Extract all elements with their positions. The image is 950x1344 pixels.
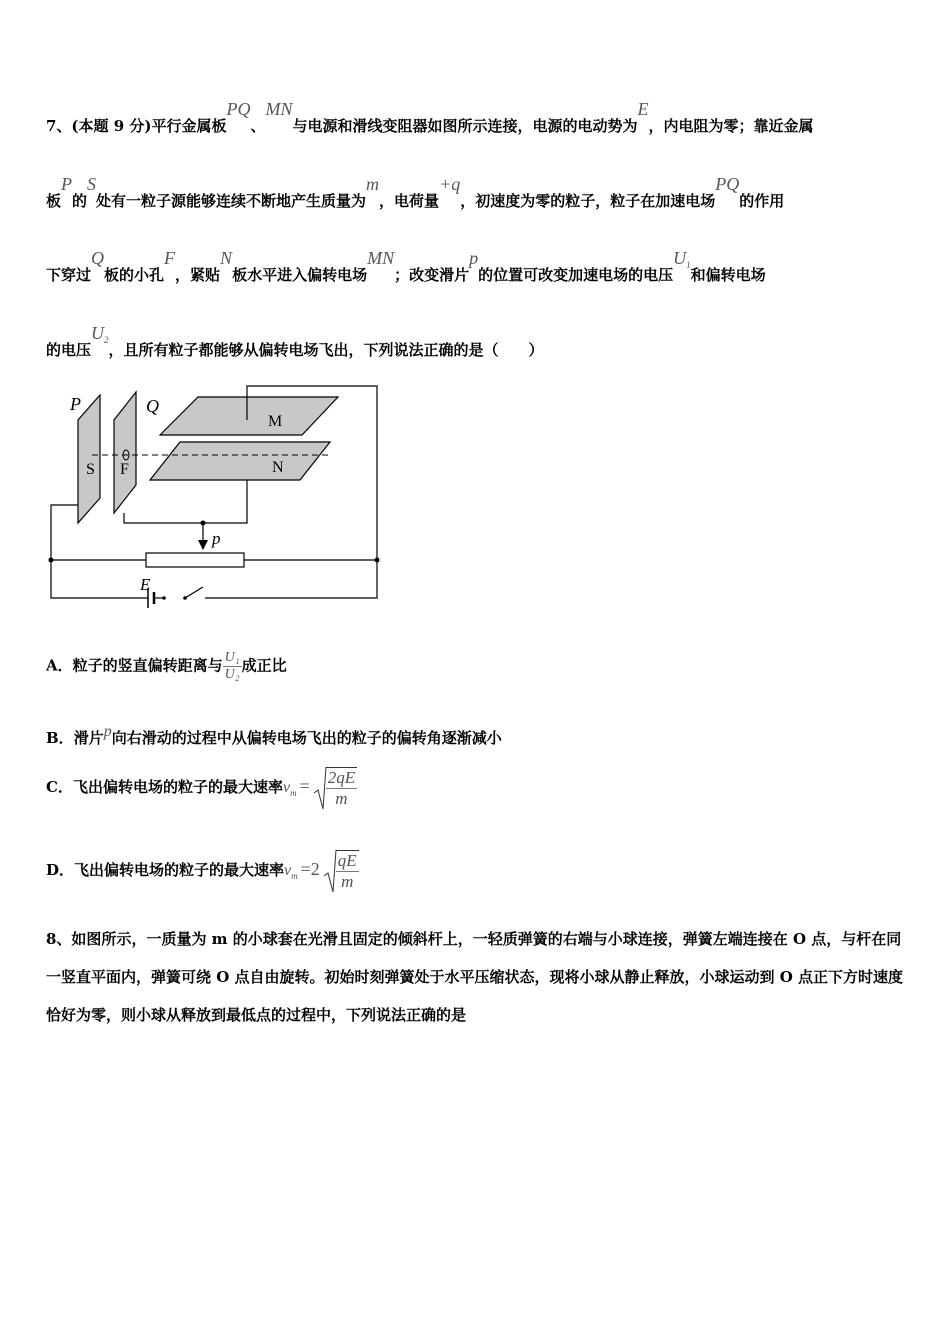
option-c[interactable]: [46, 765, 357, 811]
option-text: 向右滑动的过程中从偏转电场飞出的粒子的偏转角逐渐减小: [111, 729, 502, 747]
math-p: p: [103, 723, 112, 740]
option-text: 成正比: [241, 656, 287, 675]
plate-n: [150, 442, 330, 480]
math-eq: =2: [300, 859, 320, 879]
label-f: F: [120, 461, 129, 478]
frac-num: 2qE: [327, 768, 356, 787]
frac-den: m: [335, 789, 348, 808]
math-eq: =: [299, 776, 310, 796]
q7-text: 的电压: [46, 341, 92, 359]
q7-text: 板: [46, 192, 62, 210]
math-e: E: [637, 99, 649, 119]
math-u: U: [91, 323, 105, 343]
option-d[interactable]: [46, 848, 359, 894]
math-u2: [91, 323, 109, 343]
label-q: Q: [146, 396, 159, 416]
math-q-plate: Q: [91, 248, 105, 268]
math-p: P: [61, 174, 73, 194]
junction-dot: [49, 558, 54, 563]
label-n: N: [272, 459, 284, 476]
math-m: m: [366, 174, 380, 194]
option-a[interactable]: [46, 650, 287, 683]
sqrt-expression: [313, 765, 357, 811]
frac-den: m: [341, 872, 354, 891]
frac-num: U₁: [224, 650, 240, 665]
wire-p-left: [51, 505, 78, 560]
label-s: S: [86, 461, 95, 478]
sqrt-radical-icon: [313, 765, 327, 811]
wire-n-to-slider: [124, 480, 247, 523]
q7-line-4: [46, 323, 544, 360]
q7-text: ；改变滑片: [394, 266, 470, 284]
option-label: C．: [46, 778, 73, 796]
rheostat: [146, 553, 244, 567]
math-n: N: [220, 248, 233, 268]
switch-lever: [185, 587, 203, 598]
math-q: +q: [439, 174, 461, 194]
q7-text: 板的小孔: [104, 266, 165, 284]
q7-text: 的位置可改变加速电场的电压: [478, 266, 674, 284]
frac-num: qE: [337, 851, 357, 870]
math-vm: [283, 779, 297, 796]
fraction-u1-u2: [223, 650, 242, 683]
q7-text: ，初速度为零的粒子，粒子在加速电场: [460, 192, 716, 210]
q7-text: 的: [72, 192, 88, 210]
plate-p: [78, 395, 100, 523]
option-b[interactable]: [46, 723, 502, 748]
q7-text: 、: [250, 117, 266, 135]
q8-text: 8、如图所示，一质量为 m 的小球套在光滑且固定的倾斜杆上，一轻质弹簧的右端与小球连接，弹簧左端连接在 O 点，与杆在同一竖直平面内，弹簧可绕 O 点自由旋转。初始时刻弹簧处于水平压缩状态，现将小球从静止释放，小球运动到 O 点正下方时速度恰好为零，则小球从释放到最低点的过程中，下列说法正确的是: [46, 930, 904, 1024]
math-sub: 1: [686, 260, 691, 270]
junction-dot: [201, 521, 206, 526]
math-v: v: [282, 779, 291, 796]
sqrt-expression: [323, 848, 359, 894]
sqrt-fraction: [326, 767, 357, 809]
math-mn: MN: [367, 248, 395, 268]
sqrt-fraction: [336, 850, 359, 892]
q7-text: ，内电阻为零；靠近金属: [648, 117, 814, 135]
q7-line-3: [46, 248, 766, 285]
option-text: 飞出偏转电场的粒子的最大速率: [72, 778, 283, 796]
math-pq: PQ: [715, 174, 740, 194]
option-text: 粒子的竖直偏转距离与: [72, 656, 223, 675]
math-sub: 2: [104, 335, 109, 345]
label-p: P: [70, 394, 81, 414]
option-label: B．: [46, 729, 74, 747]
math-v: v: [284, 862, 292, 879]
q7-text: 下穿过: [46, 266, 92, 284]
q7-text: 板水平进入偏转电场: [232, 266, 368, 284]
math-pq: PQ: [226, 99, 251, 119]
math-s: S: [87, 174, 97, 194]
math-vm: [284, 862, 298, 879]
math-sub: m: [291, 871, 298, 881]
math-f: F: [164, 248, 176, 268]
option-text: 滑片: [73, 729, 104, 747]
label-m: M: [268, 413, 283, 430]
wire-bottom-left: [51, 560, 148, 598]
math-mn: MN: [265, 99, 293, 119]
math-sub: m: [290, 788, 297, 798]
circuit-figure: [40, 380, 390, 610]
q7-line-1: [46, 99, 814, 136]
option-label: A．: [46, 656, 73, 675]
option-label: D．: [46, 861, 75, 879]
q7-text: 7、(本题 9 分)平行金属板: [46, 117, 227, 135]
plate-q: [114, 392, 136, 513]
q7-text: ，电荷量: [379, 192, 440, 210]
q7-text: 的作用: [739, 192, 785, 210]
sqrt-radical-icon: [323, 848, 337, 894]
math-u1: [673, 248, 691, 268]
option-text: 飞出偏转电场的粒子的最大速率: [74, 861, 285, 879]
math-u: U: [673, 248, 687, 268]
frac-den: U₂: [224, 667, 240, 682]
q7-line-2: [46, 174, 785, 211]
q7-text: ，紧贴: [175, 266, 221, 284]
plate-m: [160, 397, 338, 435]
label-slider-p: p: [212, 529, 221, 548]
q7-text: 处有一粒子源能够连续不断地产生质量为: [96, 192, 367, 210]
junction-dot: [375, 558, 380, 563]
math-p-slider: p: [469, 248, 479, 268]
q7-text: 与电源和滑线变阻器如图所示连接，电源的电动势为: [292, 117, 638, 135]
label-e: E: [140, 575, 151, 594]
q7-text: ，且所有粒子都能够从偏转电场飞出，下列说法正确的是（ ）: [108, 341, 544, 359]
slider-arrow-icon: [198, 540, 208, 550]
q7-text: 和偏转电场: [690, 266, 766, 284]
